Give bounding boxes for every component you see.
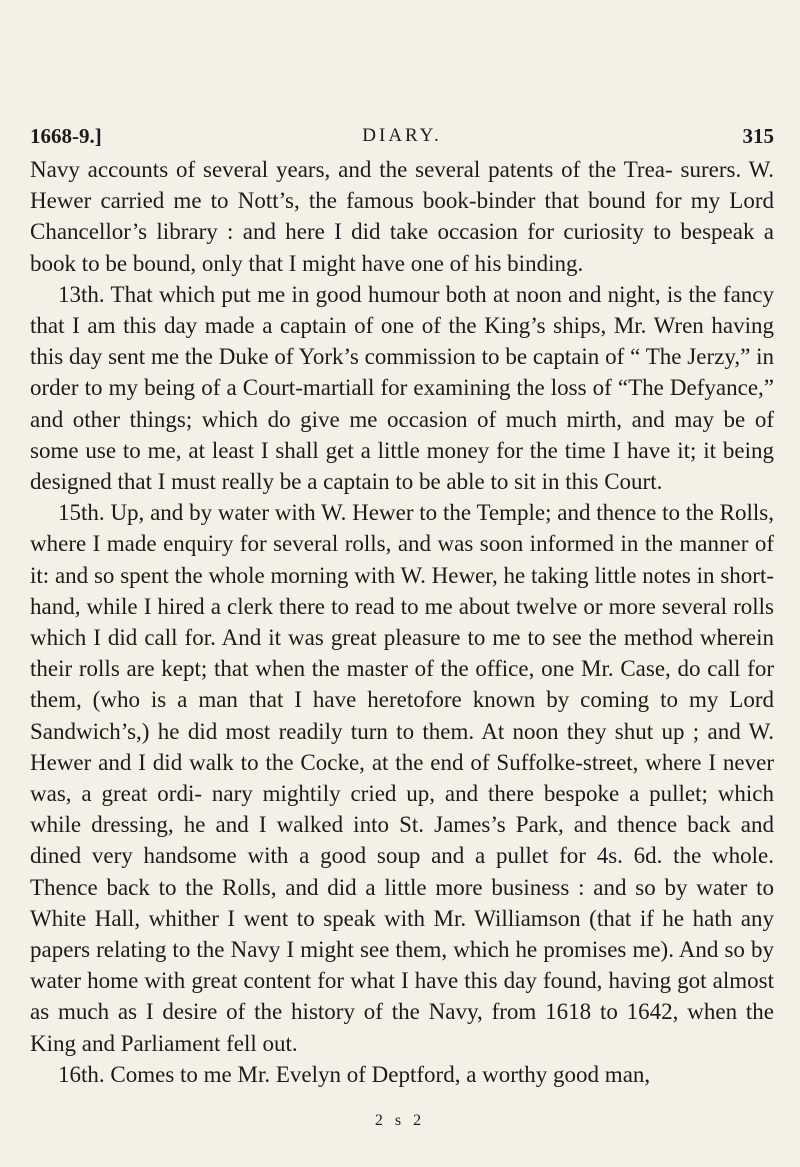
body-text xyxy=(30,154,774,1090)
header-title: DIARY. xyxy=(362,125,442,146)
paragraph xyxy=(30,279,774,497)
paragraph xyxy=(30,497,774,1059)
paragraph-text: Navy accounts of several years, and the several patents of the Trea- surers. W. Hewer carried me to Nott’s, the famous book-binder that bound for my Lord Chancellor’s library : and here I did take occasion for curiosity to bespeak a book to be bound, only that I might have one of his binding. xyxy=(30,157,774,276)
entry-date: 13th. xyxy=(58,281,105,307)
paragraph xyxy=(30,1059,774,1090)
paragraph-text: Up, and by water with W. Hewer to the Temple; and thence to the Rolls, where I made enquiry for several rolls, and was soon informed in the manner of it: and so spent the whole morning with W. Hewer, he taking little notes in short-hand, while I hired a clerk there to read to me about twelve or more several rolls which I did call for. And it was great pleasure to me to see the method wherein their rolls are kept; that when the master of the office, one Mr. Case, do call for them, (who is a man that I have heretofore known by coming to my Lord Sandwich’s,) he did most readily turn to them. At noon they shut up ; and W. Hewer and I did walk to the Cocke, at the end of Suffolke-street, where I never was, a great ordi- nary mightily cried up, and there bespoke a pullet; which while dressing, he and I walked into St. James’s Park, and thence back and dined very handsome with a good soup and a pullet for 4s. 6d. the whole. Thence back to the Rolls, and did a little more business : and so by water to White Hall, whither I went to speak with Mr. Williamson (that if he hath any papers relating to the Navy I might see them, which he promises me). And so by water home with great content for what I have this day found, having got almost as much as I desire of the history of the Navy, from 1618 to 1642, when the King and Parliament fell out. xyxy=(30,500,774,1056)
entry-date: 15th. xyxy=(58,500,105,526)
paragraph-text: That which put me in good humour both at noon and night, is the fancy that I am this day made a captain of one of the King’s ships, Mr. Wren having this day sent me the Duke of York’s commission to be captain of “ The Jerzy,” in order to my being of a Court-martiall for examining the loss of “The Defyance,” and other things; which do give me occasion of much mirth, and may be of some use to me, at least I shall get a little money for the time I have it; it being designed that I must really be a captain to be able to sit in this Court. xyxy=(30,281,774,495)
running-header xyxy=(30,124,774,154)
paragraph xyxy=(30,154,774,279)
paragraph-text: Comes to me Mr. Evelyn of Deptford, a worthy good man, xyxy=(110,1061,651,1087)
signature-mark: 2 s 2 xyxy=(374,1112,426,1129)
header-year-range: 1668-9.] xyxy=(30,124,102,148)
page-number: 315 xyxy=(742,124,774,148)
entry-date: 16th. xyxy=(58,1061,105,1087)
